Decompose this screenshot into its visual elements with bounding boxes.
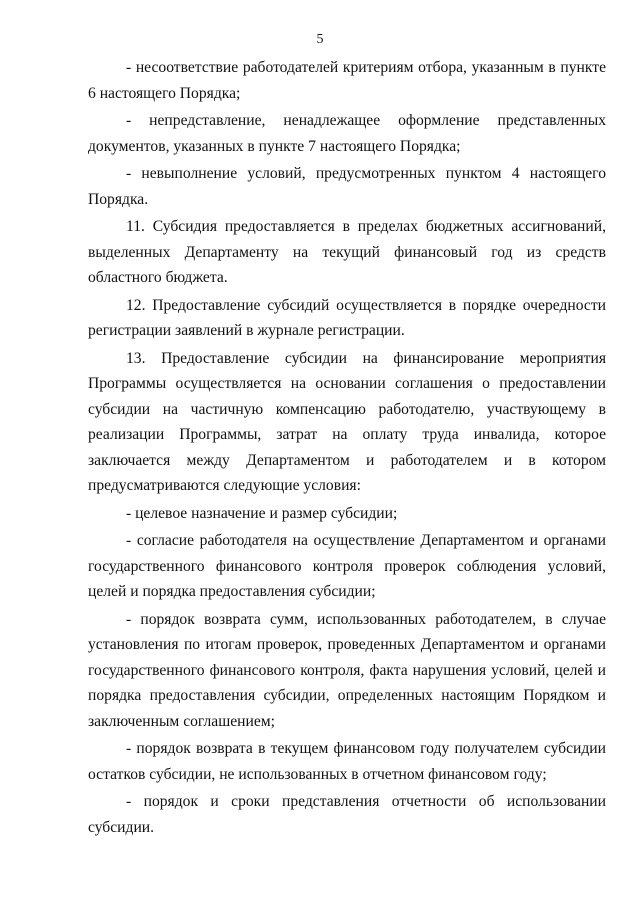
condition-reporting: - порядок и сроки представления отчетности об использовании субсидии. (88, 793, 606, 836)
page-number: 5 (316, 32, 324, 47)
condition-purpose-amount: - целевое назначение и размер субсидии; (126, 504, 398, 522)
condition-unused-balance-return: - порядок возврата в текущем финансовом году получателем субсидии остатков субсидии, не использованных в отчетном финансовом году; (88, 740, 606, 783)
clause-13: 13. Предоставление субсидии на финансирование мероприятия Программы осуществляется на основании соглашения о предоставлении субсидии на частичную компенсацию работодателю, участвующему в реализации Программы, затрат на оплату труда инвалида, которое заключается между Департаментом и работодателем и в котором предусматриваются следующие условия: (88, 349, 606, 494)
list-item-criteria-mismatch: - несоответствие работодателей критериям отбора, указанным в пункте 6 настоящего Порядка; (88, 59, 606, 102)
clause-12: 12. Предоставление субсидий осуществляется в порядке очередности регистрации заявлений в журнале регистрации. (88, 296, 606, 339)
list-item-conditions-unmet: - невыполнение условий, предусмотренных пунктом 4 настоящего Порядка. (88, 165, 606, 208)
document-body (88, 55, 606, 842)
condition-refund-procedure: - порядок возврата сумм, использованных работодателем, в случае установления по итогам проверок, проведенных Департаментом и органами государственного финансового контроля, факта нарушения условий, целей и порядка предоставления субсидии, определенных настоящим Порядком и заключенным соглашением; (88, 610, 606, 730)
list-item-documents-missing: - непредставление, ненадлежащее оформление представленных документов, указанных в пункте 7 настоящего Порядка; (88, 112, 606, 155)
clause-11: 11. Субсидия предоставляется в пределах бюджетных ассигнований, выделенных Департаменту на текущий финансовый год из средств областного бюджета. (88, 218, 606, 286)
condition-employer-consent: - согласие работодателя на осуществление Департаментом и органами государственного финансового контроля проверок соблюдения условий, целей и порядка предоставления субсидии; (88, 532, 606, 600)
